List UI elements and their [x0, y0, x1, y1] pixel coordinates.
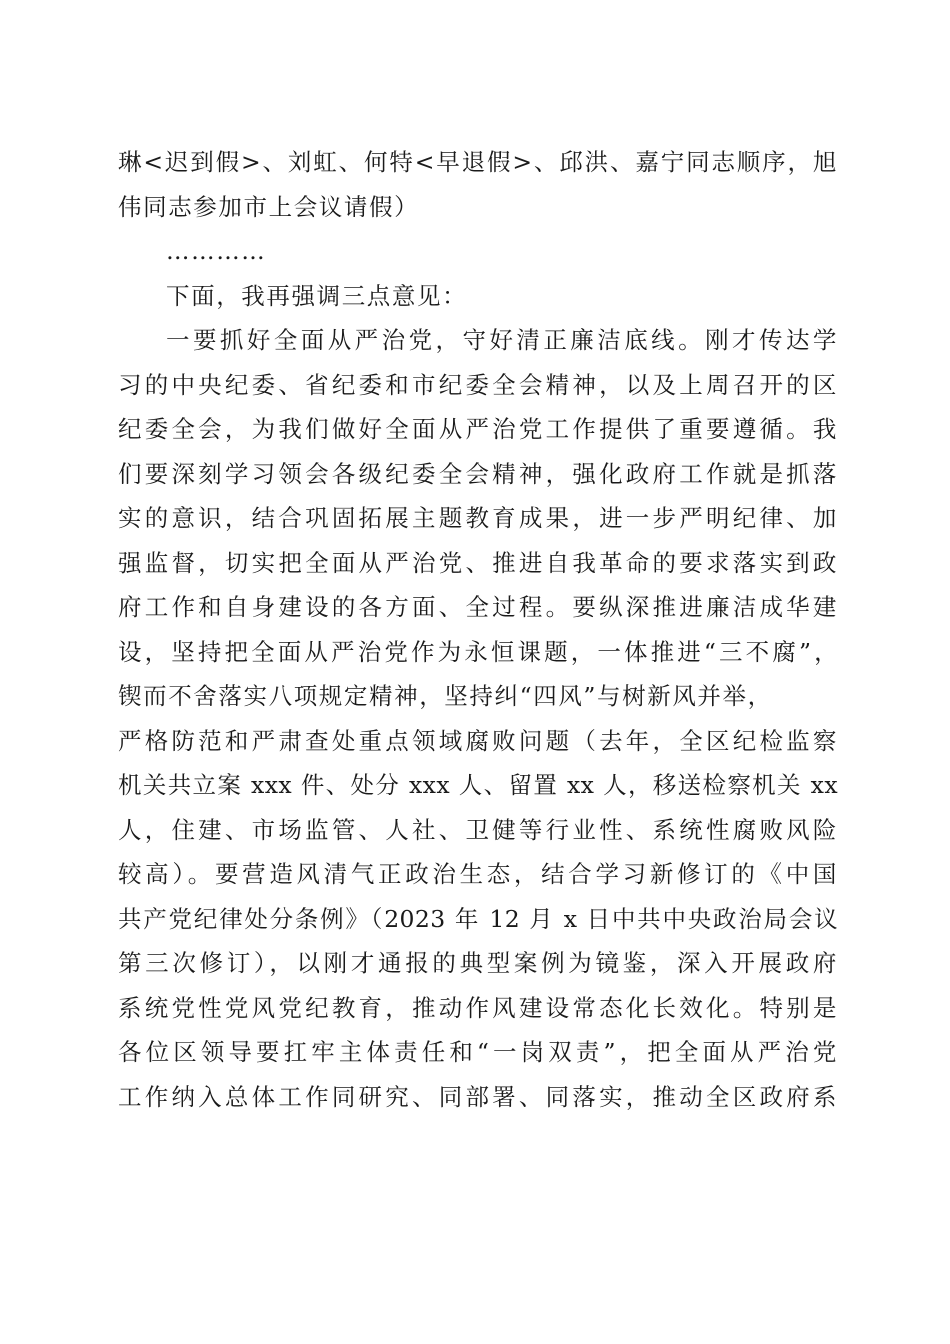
- text-line: 府工作和自身建设的各方面、全过程。要纵深推进廉洁成华建: [118, 593, 838, 621]
- text-line: 实的意识，结合巩固拓展主题教育成果，进一步严明纪律、加: [118, 504, 838, 532]
- text-line: 强监督，切实把全面从严治党、推进自我革命的要求落实到政: [118, 548, 838, 577]
- text-line: 各位区领导要扛牢主体责任和“一岗双责”，把全面从严治党: [118, 1038, 838, 1066]
- paragraph-start: 一要抓好全面从严治党，守好清正廉洁底线。刚才传达学: [166, 326, 838, 354]
- text-line: 们要深刻学习领会各级纪委全会精神，强化政府工作就是抓落: [118, 459, 838, 488]
- body-text: [118, 140, 838, 1119]
- paragraph-start: 下面，我再强调三点意见：: [166, 281, 468, 310]
- text-line: 较高）。要营造风清气正政治生态，结合学习新修订的《中国: [118, 860, 838, 888]
- text-line: 严格防范和严肃查处重点领域腐败问题（去年，全区纪检监察: [118, 726, 838, 755]
- text-line: 习的中央纪委、省纪委和市纪委全会精神，以及上周召开的区: [118, 370, 838, 399]
- text-line: 设，坚持把全面从严治党作为永恒课题，一体推进“三不腐”，: [118, 637, 838, 666]
- ellipsis-line: …………: [166, 237, 267, 265]
- text-line: 共产党纪律处分条例》（2023 年 12 月 x 日中共中央政治局会议: [118, 904, 838, 933]
- text-line: 人，住建、市场监管、人社、卫健等行业性、系统性腐败风险: [118, 815, 838, 844]
- text-line: 工作纳入总体工作同研究、同部署、同落实，推动全区政府系: [118, 1082, 838, 1111]
- text-line: 第三次修订），以刚才通报的典型案例为镜鉴，深入开展政府: [118, 949, 838, 977]
- text-line: 伟同志参加市上会议请假）: [118, 192, 420, 221]
- text-line: 纪委全会，为我们做好全面从严治党工作提供了重要遵循。我: [118, 415, 838, 443]
- text-line: 机关共立案 xxx 件、处分 xxx 人、留置 xx 人，移送检察机关 xx: [118, 771, 838, 799]
- text-line: 系统党性党风党纪教育，推动作风建设常态化长效化。特别是: [118, 993, 838, 1022]
- text-line: 锲而不舍落实八项规定精神，坚持纠“四风”与树新风并举，: [118, 682, 773, 710]
- text-line: 琳<迟到假>、刘虹、何特<早退假>、邱洪、嘉宁同志顺序，旭: [118, 148, 838, 176]
